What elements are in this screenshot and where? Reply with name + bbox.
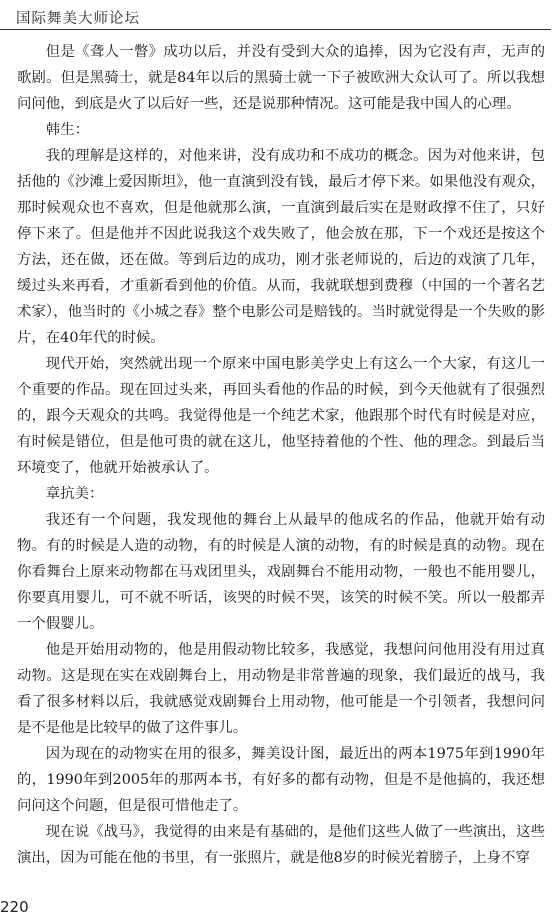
paragraph: 我还有一个问题，我发现他的舞台上从最早的他成名的作品，他就开始有动物。有的时候是人造的动物，有的时候是人演的动物，有的时候是真的动物。现在你看舞台上原来动物都在马戏团里头，戏剧舞台不能用动物，一般也不能用婴儿，你要真用婴儿，可不就不听话，该哭的时候不哭，该笑的时候不笑。所以一般都弄一个假婴儿。 (17, 512, 545, 632)
paragraph: 但是《聋人一瞥》成功以后，并没有受到大众的追捧，因为它没有声，无声的歌剧。但是黑骑士，就是84年以后的黑骑士就一下子被欧洲大众认可了。所以我想问问他，到底是火了以后好一些，还是说那种情况。这可能是我中国人的心理。 (17, 44, 545, 112)
speaker-label: 韩生： (45, 122, 89, 138)
paragraph: 因为现在的动物实在用的很多，舞美设计图，最近出的两本1975年到1990年的，1990年到2005年的那两本书，有好多的都有动物，但是不是他搞的，我还想问问这个问题，但是很可惜他走了。 (17, 746, 545, 814)
header-divider (0, 29, 551, 30)
page-body (17, 39, 545, 871)
paragraph: 现代开始，突然就出现一个原来中国电影美学史上有这么一个大家，有这儿一个重要的作品。现在回过头来，再回头看他的作品的时候，到今天他就有了很强烈的，跟今天观众的共鸣。我觉得他是一个纯艺术家，他跟那个时代有时候是对应，有时候是错位，但是他可贵的就在这儿，他坚持着他的个性、他的理念。到最后当环境变了，他就开始被承认了。 (17, 356, 545, 476)
paragraph: 现在说《战马》，我觉得的由来是有基础的，是他们这些人做了一些演出，这些演出，因为可能在他的书里，有一张照片，就是他8岁的时候光着膀子，上身不穿 (17, 824, 545, 866)
paragraph: 我的理解是这样的，对他来讲，没有成功和不成功的概念。因为对他来讲，包括他的《沙滩上爱因斯坦》，他一直演到没有钱，最后才停下来。如果他没有观众，那时候观众也不喜欢，但是他就那么演，一直演到最后实在是财政撑不住了，只好停下来了。但是他并不因此说我这个戏失败了，他会放在那，下一个戏还是按这个方法，还在做，还在做。等到后边的成功，刚才张老师说的，后边的戏演了几年，缓过头来再看，才重新看到他的价值。从而，我就联想到费穆（中国的一个著名艺术家），他当时的《小城之春》整个电影公司是赔钱的。当时就觉得是一个失败的影片，在40年代的时候。 (17, 148, 545, 346)
speaker-label: 章抗美： (45, 486, 104, 502)
running-header-title: 国际舞美大师论坛 (16, 11, 140, 27)
paragraph: 他是开始用动物的，他是用假动物比较多，我感觉，我想问问他用没有用过真动物。这是现在实在戏剧舞台上，用动物是非常普遍的现象，我们最近的战马，我看了很多材料以后，我就感觉戏剧舞台上用动物，他可能是一个引领者，我想问问是不是他是比较早的做了这件事儿。 (17, 642, 545, 736)
page-number: 220 (0, 898, 29, 916)
